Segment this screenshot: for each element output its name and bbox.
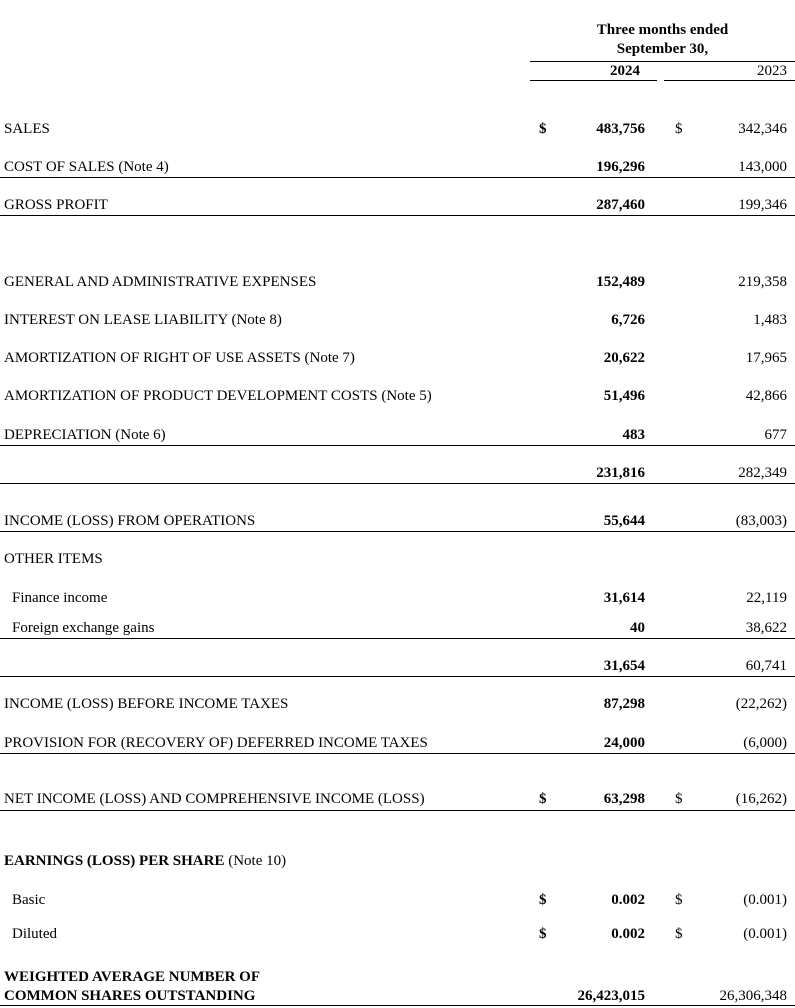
income-ops-2024: 55,644 bbox=[603, 513, 645, 529]
fx-gains-2023: 38,622 bbox=[745, 620, 787, 636]
diluted-2023: (0.001) bbox=[743, 926, 787, 942]
eps-label: EARNINGS (LOSS) PER SHARE bbox=[4, 853, 225, 869]
cost-of-sales-label: COST OF SALES (Note 4) bbox=[4, 159, 169, 175]
weighted-label-line-2: COMMON SHARES OUTSTANDING bbox=[4, 988, 256, 1004]
interest-lease-2023: 1,483 bbox=[753, 312, 787, 328]
fx-gains-2024: 40 bbox=[630, 620, 645, 636]
gen-admin-label: GENERAL AND ADMINISTRATIVE EXPENSES bbox=[4, 274, 317, 290]
diluted-2024: 0.002 bbox=[611, 926, 645, 942]
other-total-2024: 31,654 bbox=[603, 658, 645, 674]
rule-bottom bbox=[0, 1005, 795, 1006]
net-income-currency-2023: $ bbox=[675, 791, 683, 807]
diluted-currency-2024: $ bbox=[539, 926, 547, 942]
expenses-total-2023: 282,349 bbox=[738, 465, 787, 481]
basic-currency-2024: $ bbox=[539, 892, 547, 908]
income-before-tax-2023: (22,262) bbox=[735, 696, 787, 712]
header-rule bbox=[530, 61, 795, 62]
period-line-1: Three months ended bbox=[596, 22, 729, 38]
income-before-tax-2024: 87,298 bbox=[603, 696, 645, 712]
finance-income-2023: 22,119 bbox=[746, 590, 787, 606]
income-ops-label: INCOME (LOSS) FROM OPERATIONS bbox=[4, 513, 256, 529]
net-income-currency-2024: $ bbox=[539, 791, 547, 807]
weighted-2023: 26,306,348 bbox=[719, 988, 787, 1004]
amort-rou-2023: 17,965 bbox=[745, 350, 787, 366]
year-rule-current bbox=[530, 80, 657, 81]
other-total-2023: 60,741 bbox=[745, 658, 787, 674]
rule-after-gross bbox=[0, 215, 795, 216]
deferred-tax-2023: (6,000) bbox=[743, 735, 787, 751]
amort-pdc-2023: 42,866 bbox=[745, 388, 787, 404]
amort-rou-2024: 20,622 bbox=[603, 350, 645, 366]
fx-gains-label: Foreign exchange gains bbox=[12, 620, 155, 636]
eps-note: (Note 10) bbox=[224, 853, 287, 869]
gen-admin-2023: 219,358 bbox=[738, 274, 787, 290]
depreciation-2023: 677 bbox=[764, 427, 787, 443]
basic-label: Basic bbox=[12, 892, 46, 908]
basic-2024: 0.002 bbox=[611, 892, 645, 908]
gen-admin-2024: 152,489 bbox=[596, 274, 645, 290]
income-before-tax-label: INCOME (LOSS) BEFORE INCOME TAXES bbox=[4, 696, 289, 712]
deferred-tax-2024: 24,000 bbox=[603, 735, 645, 751]
rule-after-cost bbox=[0, 177, 795, 178]
net-income-label: NET INCOME (LOSS) AND COMPREHENSIVE INCOME (LOSS) bbox=[4, 791, 425, 807]
deferred-tax-label: PROVISION FOR (RECOVERY OF) DEFERRED INCOME TAXES bbox=[4, 735, 428, 751]
rule-after-depreciation bbox=[0, 445, 795, 446]
cost-of-sales-2023: 143,000 bbox=[738, 159, 787, 175]
finance-income-label: Finance income bbox=[12, 590, 108, 606]
depreciation-2024: 483 bbox=[622, 427, 645, 443]
gross-profit-label: GROSS PROFIT bbox=[4, 197, 108, 213]
rule-after-deferred-tax bbox=[0, 753, 795, 754]
sales-2024: 483,756 bbox=[596, 121, 645, 137]
sales-2023: 342,346 bbox=[738, 121, 787, 137]
period-line-2: September 30, bbox=[616, 41, 709, 57]
year-current: 2024 bbox=[610, 63, 640, 79]
period-header bbox=[530, 21, 795, 59]
rule-after-expenses-total bbox=[0, 483, 795, 484]
net-income-2023: (16,262) bbox=[735, 791, 787, 807]
diluted-label: Diluted bbox=[12, 926, 57, 942]
currency-2023: $ bbox=[675, 121, 683, 137]
rule-after-income-ops bbox=[0, 531, 795, 532]
eps-heading bbox=[4, 852, 286, 870]
other-items-label: OTHER ITEMS bbox=[4, 551, 103, 567]
basic-currency-2023: $ bbox=[675, 892, 683, 908]
interest-lease-2024: 6,726 bbox=[611, 312, 645, 328]
depreciation-label: DEPRECIATION (Note 6) bbox=[4, 427, 166, 443]
amort-pdc-label: AMORTIZATION OF PRODUCT DEVELOPMENT COSTS (Note 5) bbox=[4, 388, 432, 404]
net-income-2024: 63,298 bbox=[603, 791, 645, 807]
year-rule-prior bbox=[664, 80, 795, 81]
sales-label: SALES bbox=[4, 121, 50, 137]
amort-pdc-2024: 51,496 bbox=[603, 388, 645, 404]
weighted-label-line-1: WEIGHTED AVERAGE NUMBER OF bbox=[4, 969, 261, 985]
rule-after-fx bbox=[0, 638, 795, 639]
diluted-currency-2023: $ bbox=[675, 926, 683, 942]
interest-lease-label: INTEREST ON LEASE LIABILITY (Note 8) bbox=[4, 312, 282, 328]
currency-2024: $ bbox=[539, 121, 547, 137]
expenses-total-2024: 231,816 bbox=[596, 465, 645, 481]
gross-profit-2023: 199,346 bbox=[738, 197, 787, 213]
amort-rou-label: AMORTIZATION OF RIGHT OF USE ASSETS (Note 7) bbox=[4, 350, 355, 366]
basic-2023: (0.001) bbox=[743, 892, 787, 908]
finance-income-2024: 31,614 bbox=[603, 590, 645, 606]
gross-profit-2024: 287,460 bbox=[596, 197, 645, 213]
cost-of-sales-2024: 196,296 bbox=[596, 159, 645, 175]
weighted-2024: 26,423,015 bbox=[577, 988, 645, 1004]
year-prior: 2023 bbox=[757, 63, 787, 79]
income-ops-2023: (83,003) bbox=[735, 513, 787, 529]
rule-after-other-total bbox=[0, 676, 795, 677]
rule-after-net-income bbox=[0, 810, 795, 811]
